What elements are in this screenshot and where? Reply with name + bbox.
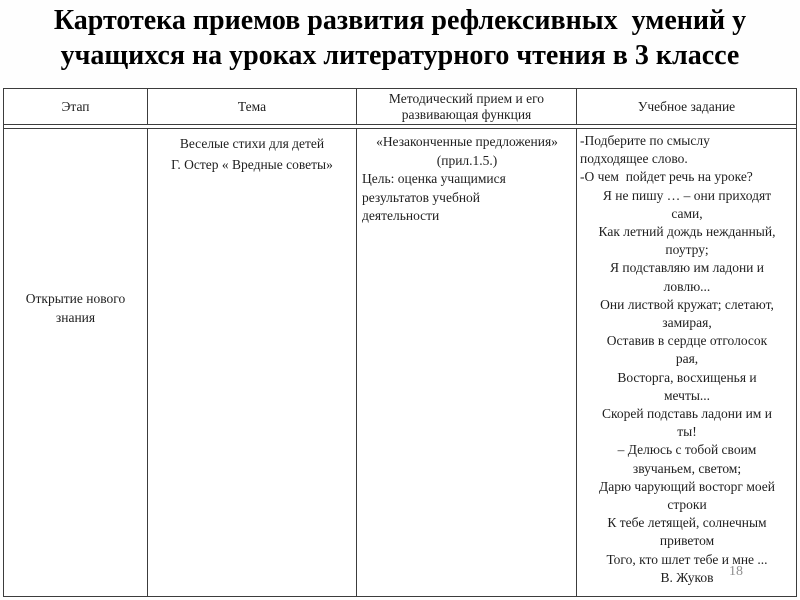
task-poem-line: мечты... — [663, 387, 711, 403]
column-header-task: Учебное задание — [637, 98, 736, 114]
task-poem-line: Я подставляю им ладони и — [609, 260, 765, 276]
task-poem-line: Оставив в сердце отголосок — [606, 333, 768, 349]
slide-page-number: 18 — [729, 564, 743, 579]
task-poem-line: приветом — [659, 533, 715, 549]
theme-line: Веселые стихи для детей — [179, 136, 325, 151]
task-poem-line: Я не пишу … – они приходят — [602, 187, 772, 203]
method-goal-line: деятельности — [362, 208, 440, 224]
stage-line: знания — [55, 310, 96, 325]
method-goal-lines — [362, 170, 572, 226]
slide-title-line: Картотека приемов развития рефлексивных умений у — [53, 5, 747, 36]
column-header-theme: Тема — [148, 89, 357, 124]
column-header-method: Методический прием и его развивающая функция — [357, 89, 577, 124]
slide-title — [0, 3, 800, 73]
theme-line: Г. Остер « Вредные советы» — [171, 156, 333, 172]
method-title-lines — [362, 133, 572, 170]
task-poem-lines — [580, 187, 794, 587]
task-poem-line: звучаньем, светом; — [632, 460, 742, 476]
task-poem-line: Дарю чарующий восторг моей — [599, 478, 775, 494]
task-instruction-line: подходящее слово. — [580, 151, 688, 167]
method-goal-line: результатов учебной — [362, 189, 481, 205]
task-poem-line: поутру; — [665, 242, 709, 258]
method-goal-line: Цель: оценка учащимися — [362, 171, 506, 187]
task-poem-line: замирая, — [662, 315, 712, 331]
cell-stage — [4, 129, 148, 596]
task-poem-line: сами, — [671, 205, 703, 221]
task-poem-line: ловлю... — [663, 278, 711, 294]
task-poem-line: строки — [667, 497, 707, 513]
task-instruction-lines — [580, 132, 794, 187]
cell-task — [577, 129, 796, 596]
task-poem-line: рая, — [675, 351, 699, 367]
task-poem-line: Как летний дождь нежданный, — [598, 224, 776, 240]
task-poem-line: Восторга, восхищенья и — [617, 369, 757, 385]
column-header-stage: Этап — [4, 89, 148, 124]
task-instruction-line: -Подберите по смыслу — [580, 133, 710, 148]
techniques-table — [3, 88, 797, 597]
method-line: «Незаконченные предложения» — [376, 134, 558, 149]
task-instruction-line: -О чем пойдет речь на уроке? — [580, 169, 753, 185]
slide-title-line: учащихся на уроках литературного чтения в 3 классе — [60, 40, 740, 71]
method-line: (прил.1.5.) — [436, 152, 498, 168]
task-poem-line: В. Жуков — [660, 569, 714, 585]
task-poem-line: ты! — [677, 424, 697, 440]
cell-theme — [148, 129, 357, 596]
table-header-row — [4, 89, 796, 124]
cell-method — [357, 129, 577, 596]
task-poem-line: – Делюсь с тобой своим — [617, 442, 757, 458]
task-poem-line: К тебе летящей, солнечным — [607, 515, 767, 531]
task-poem-line: Скорей подставь ладони им и — [602, 406, 772, 422]
table-body-row — [4, 129, 796, 596]
task-poem-line: Того, кто шлет тебе и мне ... — [606, 551, 768, 567]
task-poem-line: Они листвой кружат; слетают, — [600, 296, 774, 312]
stage-line: Открытие нового — [25, 291, 126, 306]
